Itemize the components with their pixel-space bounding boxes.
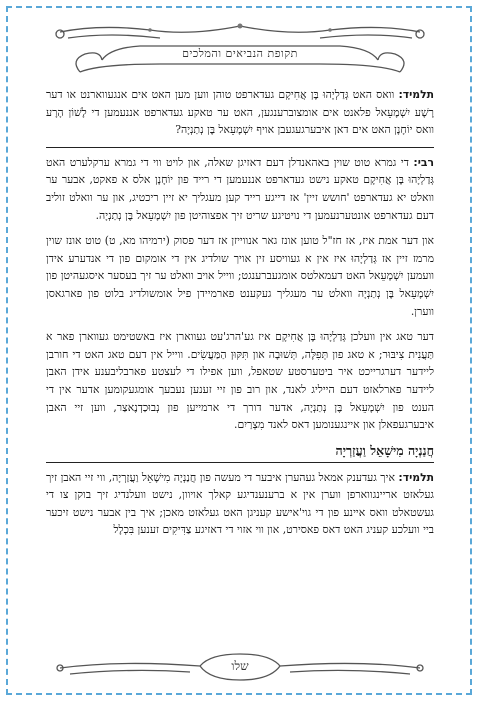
page-footer — [40, 650, 440, 684]
paragraph-text: און דער אמת איז, אז חז"ל טוען אונז גאר אנווייזן אז דער פסוק (ירמיהו מא, ט) טוט אונז שוין מרמז זיין אז גְּדַלְיָהוּ איז אין א געוויסע זין אויך שולדיג אין די אומקום פון די אנדערע אידן וועמען יִשְׁמָעֵאל האט דעמאלטס אומגעברענגט; ווייל אויב וואלט ער זיך בעסער איסגעהיטן פון יִשְׁמָעֵאל בֶּן נְתַנְיָה וואלט ער מעגליך געקענט פארמיידן פיל אומשולדיג בלוט פון פארגאסן ווערן. — [46, 234, 434, 318]
paragraph-text: איך געדענק אמאל געהערן איבער די מעשה פון חֲנַנְיָה מִישָׁאֵל וַעֲזַרְיָה, ווי זיי האבן זיך געלאזט אריינגווארפן ווערן אין א ברענענדיגע קאלך אויוון, נישט וועלנדיג זיך בוקן צו די געשטאלט וואס איינע פון די גוי'אישע קעניגן האט געלאזט מאכן; איך בין אבער נישט זיכער ביי וועלכע קעניג האט דאס פאסירט, און ווי אזוי די דאזיגע צַדִּיקִים זענען בִּכְלָל — [46, 470, 434, 537]
speaker-label: רבי: — [413, 155, 434, 169]
paragraph — [46, 154, 434, 224]
header-title: תקופת הנביאים והמלכים — [182, 47, 298, 60]
speaker-label: תלמיד: — [398, 470, 434, 484]
section-divider — [46, 462, 434, 463]
page-number: שלו — [231, 659, 249, 673]
page-content — [46, 86, 434, 547]
page-header — [40, 20, 440, 78]
paragraph — [46, 328, 434, 434]
paragraph — [46, 232, 434, 320]
paragraph — [46, 469, 434, 539]
paragraph-text: דער טאג אין וועלכן גְּדַלְיָהוּ בֶּן אֲחִיקָם איז גע'הרג'עט געווארן איז באשטימט געווארן פאר א תַּעֲנִית צִיבּוּר; א טאג פון תְּפִלָּה, תְּשׁוּבָה און תִּקּוּן הַמַּעֲשִׂים. ווייל אין דעם טאג האט די חורבן ליידער דערגרייכט איר ביטערסטע שטאפל, ווען אפילו די לעצטע פארבליבענע אידן האבן ליידער פארלאזט דעם הייליג לאנד, און רוב פון זיי זענען נעבעך אומגעקומען אדער אין די הענט פון יִשְׁמָעֵאל בֶּן נְתַנְיָה, אדער דורך די ארמייען פון נְבוּכַדְנֶאצַר, ווען זיי האבן איבערגעפאלן און איינגענומען דאס לאנד מִצְרַיִם. — [46, 330, 434, 432]
section-heading: חֲנַנְיָה מִישָׁאֵל וַעֲזַרְיָה — [335, 442, 434, 458]
speaker-label: תלמיד: — [398, 88, 435, 101]
paragraph-text: וואס האט גְּדַלְיָהוּ בֶּן אֲחִיקָם געדארפט טוהן ווען מען האט אים אנגעווארנט או דער רָשָׁע יִשְׁמָעֵאל פלאנט אים אומצוברענגען, האט ער טאקע געדארפט אננעמען די לָשׁוֹן הָרָע וואס יוֹחָנָן האט אים דאן איבערגעגעבן אויף יִשְׁמָעֵאל בֶּן נְתַנְיָה? — [46, 88, 434, 137]
paragraph — [46, 86, 434, 139]
divider — [46, 147, 434, 148]
paragraph-text: די גמרא טוט שוין באהאנדלן דעם דאזיגן שאלה, און לויט ווי די גמרא ערקלערט האט גְּדַלְיָהוּ בֶּן אֲחִיקָם טאקע נישט געדארפט אננעמען די רייד פון יוֹחָנָן אלס א פאקט, אבער ער וואלט יא געדארפט 'חושש זיין' אז דייגע רייד קען מעגליך יא זיין ריכטיג, און ער וואלט זוליב דעם געדארפט אונטערנעמען די נויטיגע שריט זיך אפצוהיטן פון יִשְׁמָעֵאל בֶּן נְתַנְיָה. — [46, 155, 434, 222]
